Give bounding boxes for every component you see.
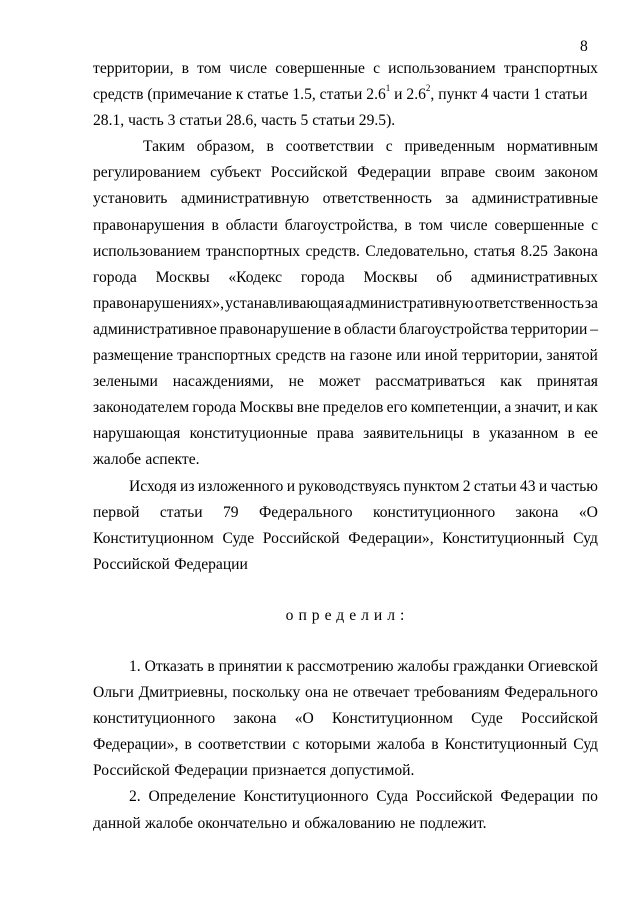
text-line: жалобе аспекте. bbox=[93, 451, 200, 469]
paragraph-thus bbox=[93, 134, 598, 473]
text-line: Федерации», в соответствии с которыми жалоба в Конституционный Суд bbox=[93, 736, 598, 754]
text-line: зелеными насаждениями, не может рассматриваться как принятая bbox=[93, 373, 598, 391]
text-line: Исходя из изложенного и руководствуясь пунктом 2 статьи 43 и частью bbox=[129, 477, 598, 495]
decision-item-1 bbox=[93, 654, 598, 784]
text-line: Таким образом, в соответствии с приведенным нормативным bbox=[143, 138, 598, 156]
text-line: установить административную ответственность за административные bbox=[93, 190, 598, 208]
text-line: законодателем города Москвы вне пределов его компетенции, а значит, и как bbox=[93, 399, 598, 417]
text-line: 2. Определение Конституционного Суда Российской Федерации по bbox=[129, 788, 598, 806]
text-line: 1. Отказать в принятии к рассмотрению жалобы гражданки Огиевской bbox=[129, 657, 598, 675]
text-line: данной жалобе окончательно и обжалованию не подлежит. bbox=[93, 814, 487, 832]
decision-heading: определил: bbox=[285, 606, 410, 624]
text-line: правонарушениях», устанавливающая административную ответственность за bbox=[93, 294, 598, 312]
text-line: города Москвы «Кодекс города Москвы об административных bbox=[93, 268, 598, 286]
document-body bbox=[93, 56, 598, 837]
text-line: Конституционном Суде Российской Федерации», Конституционный Суд bbox=[93, 529, 598, 547]
text-line: регулированием субъект Российской Федерации вправе своим законом bbox=[93, 164, 598, 182]
text-line: Российской Федерации bbox=[93, 555, 248, 573]
text-line: Ольги Дмитриевны, поскольку она не отвечает требованиям Федерального bbox=[93, 684, 598, 702]
text-line: правонарушения в области благоустройства, в том числе совершенные с bbox=[93, 216, 598, 234]
text-line: первой статьи 79 Федерального конституционного закона «О bbox=[93, 503, 598, 521]
intro-paragraph bbox=[93, 56, 598, 134]
decision-item-2 bbox=[93, 784, 598, 836]
text-line: нарушающая конституционные права заявительницы в указанном в ее bbox=[93, 425, 598, 443]
text-line: размещение транспортных средств на газоне или иной территории, занятой bbox=[93, 347, 598, 365]
text-line: использованием транспортных средств. Следовательно, статья 8.25 Закона bbox=[93, 242, 598, 260]
page-number: 8 bbox=[580, 38, 588, 55]
text-line: конституционного закона «О Конституционном Суде Российской bbox=[93, 710, 598, 728]
text-line bbox=[93, 82, 598, 108]
text-line: территории, в том числе совершенные с использованием транспортных bbox=[93, 60, 598, 77]
text-fragment: средств (примечание к статье 1.5, статьи $2.6^1$ и $2.6^2$, пункт 4 части 1 статьи bbox=[93, 82, 588, 104]
text-line: Российской Федерации признается допустимой. bbox=[93, 762, 415, 780]
paragraph-based-on bbox=[93, 474, 598, 578]
text-line: 28.1, часть 3 статьи 28.6, часть 5 статьи 29.5). bbox=[93, 112, 396, 130]
text-line: административное правонарушение в области благоустройства территории – bbox=[93, 320, 598, 338]
